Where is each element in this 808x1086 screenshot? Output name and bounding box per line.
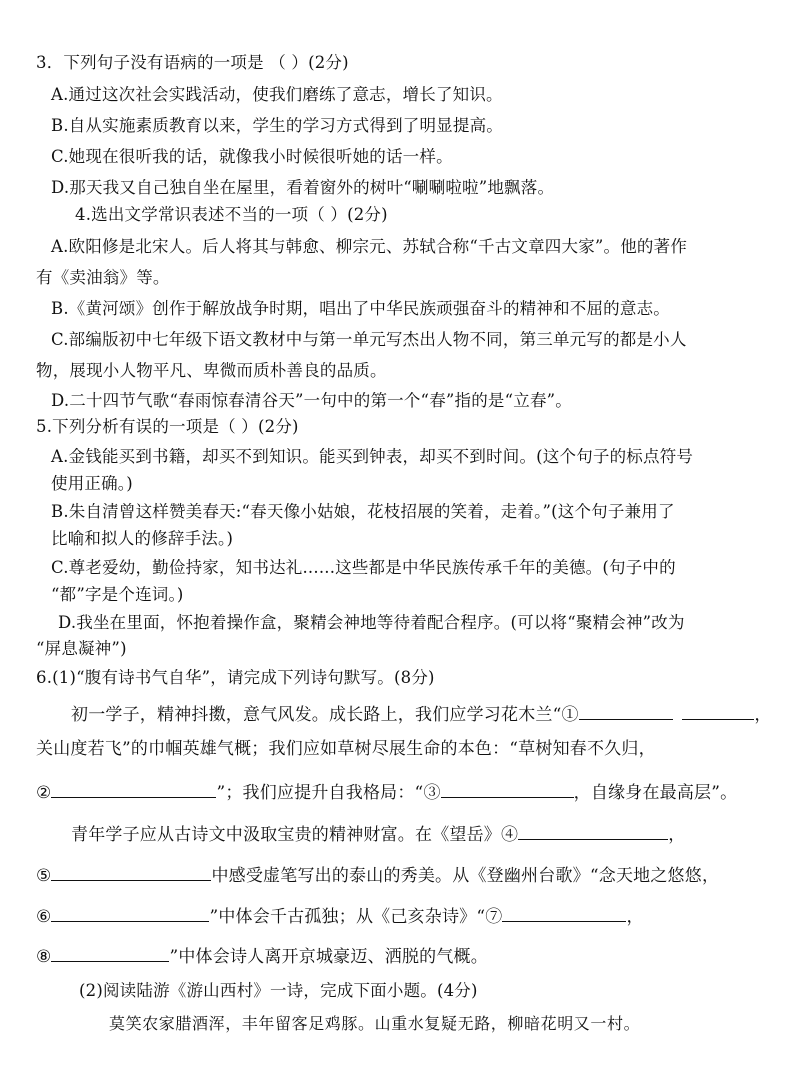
question-5-option-c-line2: “都”字是个连词。) — [51, 585, 184, 604]
recitation-line-4 — [71, 821, 685, 846]
question-4-option-b: B.《黄河颂》创作于解放战争时期，唱出了中华民族顽强奋斗的精神和不屈的意志。 — [51, 299, 670, 318]
question-4-option-c-line2: 物，展现小人物平凡、卑微而质朴善良的品质。 — [36, 361, 387, 380]
comma: ， — [668, 825, 686, 845]
question-6-stem: 6.(1)“腹有诗书气自华”，请完成下列诗句默写。(8分) — [36, 668, 435, 687]
blank-marker-2: ② — [36, 783, 52, 803]
question-5-stem: 5.下列分析有误的一项是（ ）(2分) — [36, 417, 299, 436]
question-5-option-d-line1: D.我坐在里面，怀抱着操作盒，聚精会神地等待着配合程序。(可以将“聚精会神”改为 — [58, 613, 685, 632]
answer-blank-6[interactable] — [51, 903, 209, 922]
blank-marker-3: ③ — [423, 783, 441, 803]
recitation-text: ，自缘身在最高层”。 — [573, 783, 738, 803]
recitation-line-2: 关山度若飞”的巾帼英雄气概；我们应如草树尽展生命的本色：“草树知春不久归， — [36, 739, 656, 759]
recitation-text: 中感受虚笔写出的泰山的秀美。从《登幽州台歌》“念天地之悠悠， — [211, 866, 720, 886]
question-5-option-a-line1: A.金钱能买到书籍，却买不到知识。能买到钟表，却买不到时间。(这个句子的标点符号 — [51, 447, 694, 466]
blank-marker-7: ⑦ — [485, 907, 503, 927]
answer-blank-1b[interactable] — [682, 701, 754, 720]
question-3-stem: 3．下列句子没有语病的一项是 （ ）(2分) — [36, 53, 349, 72]
recitation-text: 初一学子，精神抖擞，意气风发。成长路上，我们应学习花木兰“ — [71, 705, 562, 725]
recitation-text: ”；我们应提升自我格局：“ — [216, 783, 424, 803]
question-3-option-c: C.她现在很听我的话，就像我小时候很听她的话一样。 — [51, 147, 453, 166]
question-4-stem: 4.选出文学常识表述不当的一项（ ）(2分) — [75, 205, 388, 224]
recitation-text: ”中体会诗人离开京城豪迈、洒脱的气概。 — [169, 947, 488, 967]
answer-blank-7[interactable] — [502, 903, 626, 922]
question-5-option-b-line2: 比喻和拟人的修辞手法。) — [51, 529, 234, 548]
question-5-option-a-line2: 使用正确。) — [51, 474, 133, 493]
question-4-option-c-line1: C.部编版初中七年级下语文教材中与第一单元写杰出人物不同，第三单元写的都是小人 — [51, 330, 687, 349]
answer-blank-5[interactable] — [51, 862, 211, 881]
question-4-option-a-line1: A.欧阳修是北宋人。后人将其与韩愈、柳宗元、苏轼合称“千古文章四大家”。他的著作 — [51, 237, 688, 256]
blank-marker-8: ⑧ — [36, 947, 52, 967]
answer-blank-8[interactable] — [51, 943, 169, 962]
recitation-line-5 — [36, 862, 719, 887]
poem-text: 莫笑农家腊酒浑，丰年留客足鸡豚。山重水复疑无路，柳暗花明又一村。 — [109, 1014, 641, 1033]
recitation-line-3 — [36, 779, 737, 804]
question-3-option-a: A.通过这次社会实践活动，使我们磨练了意志，增长了知识。 — [51, 85, 503, 104]
recitation-text: 青年学子应从古诗文中汲取宝贵的精神财富。在《望岳》 — [71, 825, 501, 845]
recitation-line-7 — [36, 943, 488, 968]
blank-marker-5: ⑤ — [36, 866, 52, 886]
answer-blank-4[interactable] — [518, 821, 668, 840]
blank-marker-4: ④ — [501, 825, 519, 845]
recitation-line-1: 初一学子，精神抖擞，意气风发。成长路上，我们应学习花木兰“① ， — [71, 701, 772, 726]
question-3-option-b: B.自从实施素质教育以来，学生的学习方式得到了明显提高。 — [51, 116, 503, 135]
question-5-option-b-line1: B.朱自清曾这样赞美春天:“春天像小姑娘，花枝招展的笑着，走着。”(这个句子兼用了 — [51, 502, 675, 521]
question-5-option-d-line2: “屏息凝神”) — [36, 639, 127, 658]
question-6-part-2-stem: (2)阅读陆游《游山西村》一诗，完成下面小题。(4分) — [79, 981, 478, 1000]
answer-blank-1a[interactable] — [579, 701, 673, 720]
comma: ， — [626, 907, 644, 927]
answer-blank-2[interactable] — [51, 779, 216, 798]
answer-blank-3[interactable] — [441, 779, 574, 798]
question-3-option-d: D.那天我又自己独自坐在屋里，看着窗外的树叶“唰唰啦啦”地飘落。 — [51, 178, 555, 197]
question-4-option-d: D.二十四节气歌“春雨惊春清谷天”一句中的第一个“春”指的是“立春”。 — [51, 391, 572, 410]
recitation-line-6 — [36, 903, 644, 928]
recitation-text: ”中体会千古孤独；从《己亥杂诗》“ — [209, 907, 486, 927]
blank-marker-1: ① — [561, 705, 579, 725]
blank-marker-6: ⑥ — [36, 907, 52, 927]
question-4-option-a-line2: 有《卖油翁》等。 — [36, 268, 170, 287]
question-5-option-c-line1: C.尊老爱幼，勤俭持家，知书达礼......这些都是中华民族传承千年的美德。(句子中的 — [51, 558, 676, 577]
